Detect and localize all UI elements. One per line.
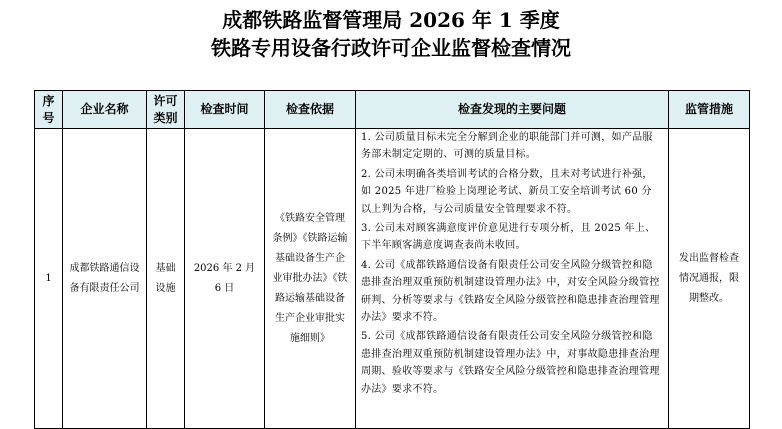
header-license-type: 许可类别 (147, 91, 185, 129)
cell-inspection-time: 2026 年 2 月 6 日 (185, 129, 265, 429)
header-basis: 检查依据 (265, 91, 356, 129)
cell-company: 成都铁路通信设备有限责任公司 (63, 129, 147, 429)
table-header-row (35, 91, 750, 129)
inspection-table (34, 90, 750, 429)
header-index: 序号 (35, 91, 63, 129)
document-title-line1: 成都铁路监督管理局 2026 年 1 季度 (222, 8, 560, 32)
finding-item: 5. 公司《成都铁路通信设备有限责任公司安全风险分级管控和隐患排查治理双重预防机制建设管理办法》中，对事故隐患排查治理周期、验收等要求与《铁路安全风险分级管控和隐患排查治理管理办法》要求不符。 (361, 331, 660, 395)
cell-measures: 发出监督检查情况通报，限期整改。 (669, 129, 750, 429)
header-inspection-time: 检查时间 (185, 91, 265, 129)
header-findings: 检查发现的主要问题 (356, 91, 669, 129)
finding-item: 3. 公司未对顾客满意度评价意见进行专项分析，且 2025 年上、下半年顾客满意度调查表尚未收回。 (361, 223, 656, 252)
cell-basis: 《铁路安全管理条例》《铁路运输基础设备生产企业审批办法》《铁路运输基础设备生产企业审批实施细则》 (265, 129, 356, 429)
header-measures: 监管措施 (669, 91, 750, 129)
table-row (35, 129, 750, 429)
cell-findings (356, 129, 669, 429)
finding-item: 2. 公司未明确各类培训考试的合格分数，且未对考试进行补强，如 2025 年进厂检验上岗理论考试、新员工安全培训考试 60 分以上判为合格，与公司质量安全管理要求不符。 (361, 168, 653, 215)
finding-item: 4. 公司《成都铁路通信设备有限责任公司安全风险分级管控和隐患排查治理双重预防机制建设管理办法》中，对安全风险分级管控研判、分析等要求与《铁路安全风险分级管控和隐患排查治理管理办法》要求不符。 (361, 259, 660, 324)
document-title-line2: 铁路专用设备行政许可企业监督检查情况 (211, 36, 571, 60)
header-company: 企业名称 (63, 91, 147, 129)
finding-item: 1. 公司质量目标未完全分解到企业的职能部门并可测，如产品服务部未制定定期的、可测的质量目标。 (361, 132, 653, 161)
cell-index: 1 (35, 129, 63, 429)
cell-license-type: 基础设施 (147, 129, 185, 429)
